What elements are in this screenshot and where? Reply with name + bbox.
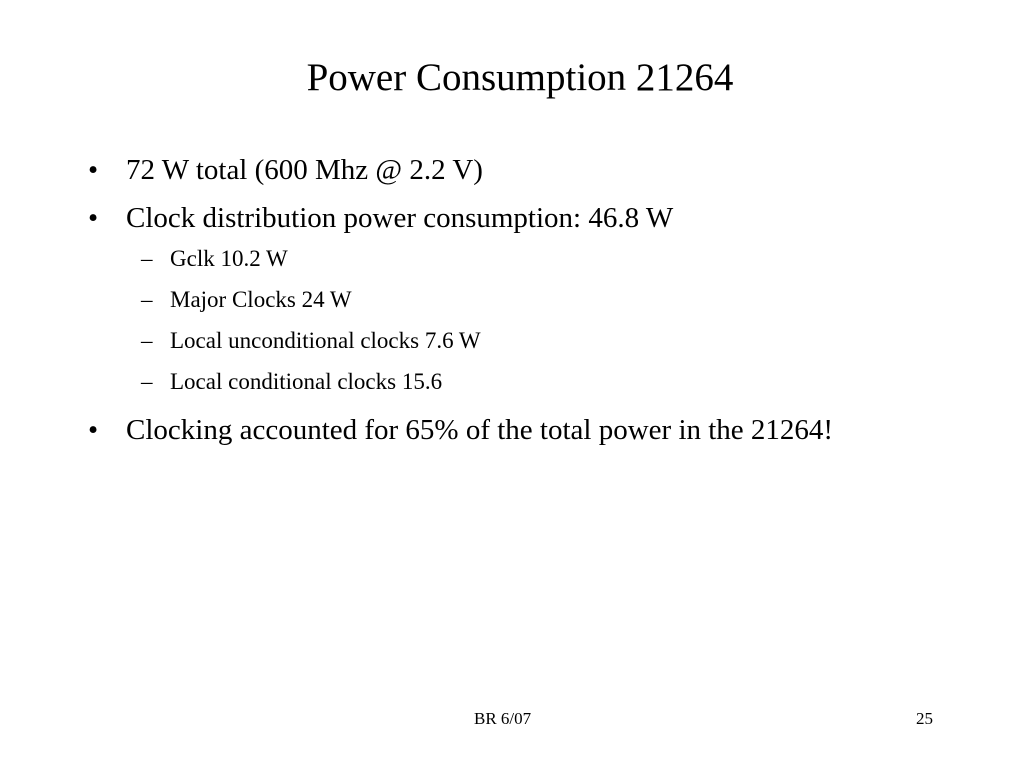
dash-icon: –	[141, 328, 153, 353]
sub-bullet-text: Local unconditional clocks 7.6 W	[170, 328, 481, 353]
sub-bullet-text: Gclk 10.2 W	[170, 246, 288, 271]
bullet-item	[86, 410, 886, 451]
bullet-icon: •	[88, 154, 99, 186]
slide-number: 25	[916, 709, 933, 728]
sub-bullet-list	[86, 243, 886, 398]
footer-author-date: BR 6/07	[474, 709, 532, 728]
slide-body	[86, 150, 886, 458]
bullet-item	[86, 198, 886, 239]
dash-icon: –	[141, 287, 153, 312]
bullet-text: Clocking accounted for 65% of the total power in the 21264!	[126, 414, 834, 446]
bullet-text: 72 W total (600 Mhz @ 2.2 V)	[126, 154, 483, 186]
dash-icon: –	[141, 246, 153, 271]
sub-bullet-item	[86, 284, 886, 316]
dash-icon: –	[141, 369, 153, 394]
sub-bullet-item	[86, 366, 886, 398]
bullet-icon: •	[88, 414, 99, 446]
bullet-item	[86, 150, 886, 191]
sub-bullet-item	[86, 325, 886, 357]
sub-bullet-text: Local conditional clocks 15.6	[170, 369, 443, 394]
sub-bullet-text: Major Clocks 24 W	[170, 287, 352, 312]
bullet-icon: •	[88, 202, 99, 234]
slide-title: Power Consumption 21264	[306, 56, 734, 99]
sub-bullet-item	[86, 243, 886, 275]
bullet-text: Clock distribution power consumption: 46.8 W	[126, 202, 674, 234]
